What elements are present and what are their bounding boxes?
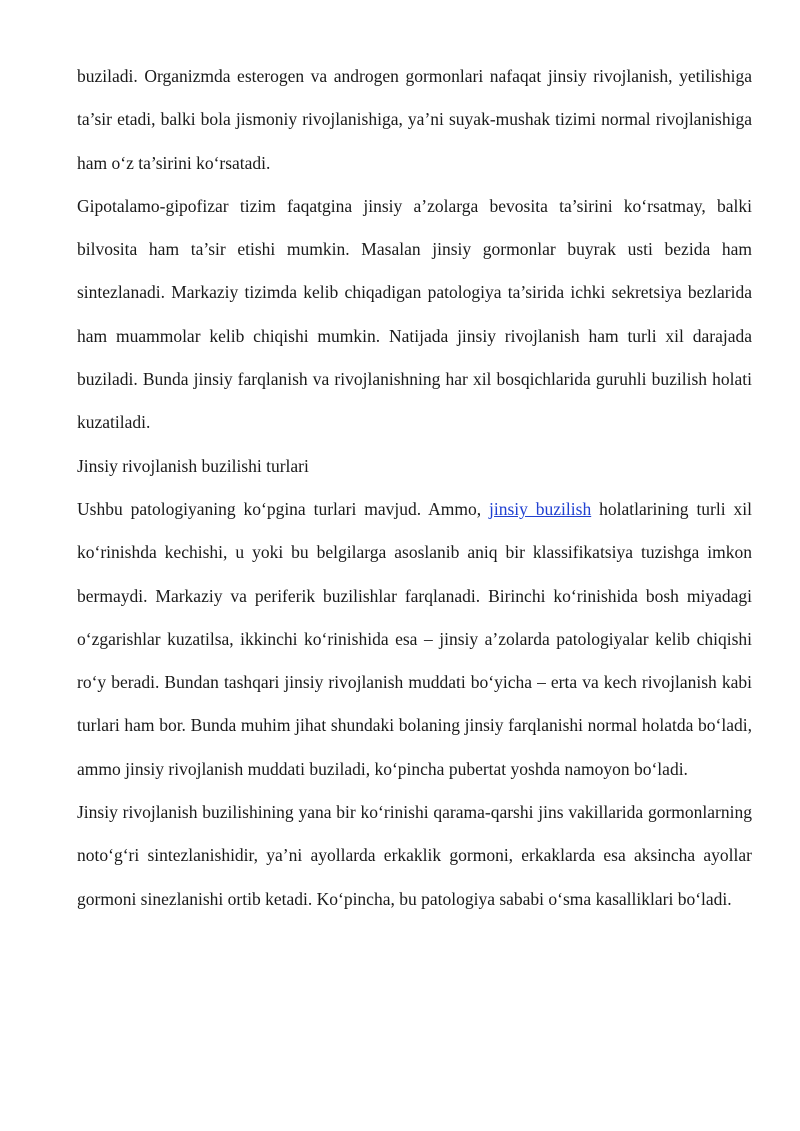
paragraph-intro: buziladi. Organizmda esterogen va androgen gormonlari nafaqat jinsiy rivojlanish, yetilishiga ta’sir etadi, balki bola jismoniy rivojlanishiga, ya’ni suyak-mushak tizimi normal rivojlanishiga ham o‘z ta’sirini ko‘rsatadi. — [77, 66, 752, 173]
paragraph-types-rest: holatlarining turli xil ko‘rinishda kechishi, u yoki bu belgilarga asoslanib aniq bir klassifikatsiya tuzishga imkon bermaydi. Markaziy va periferik buzilishlar farqlanadi. Birinchi ko‘rinishida bosh miyadagi o‘zgarishlar kuzatilsa, ikkinchi ko‘rinishida esa – jinsiy a’zolarda patologiyalar kelib chiqishi ro‘y beradi. Bundan tashqari jinsiy rivojlanish muddati bo‘yicha – erta va kech rivojlanish kabi turlari ham bor. Bunda muhim jihat shundaki bolaning jinsiy farqlanishi normal holatda bo‘ladi, ammo jinsiy rivojlanish muddati buziladi, ko‘pincha pubertat yoshda namoyon bo‘ladi. — [77, 498, 752, 779]
jinsiy-buzilish-link[interactable]: jinsiy buzilish — [488, 498, 592, 519]
section-heading: Jinsiy rivojlanish buzilishi turlari — [77, 455, 309, 476]
paragraph-types-start: Ushbu patologiyaning ko‘pgina turlari mavjud. Ammo, — [77, 498, 489, 519]
paragraph-types — [77, 488, 752, 791]
paragraph-gipotalamo: Gipotalamo-gipofizar tizim faqatgina jinsiy a’zolarga bevosita ta’sirini ko‘rsatmay, balki bilvosita ham ta’sir etishi mumkin. Masalan jinsiy gormonlar buyrak usti bezida ham sintezlanadi. Markaziy tizimda kelib chiqadigan patologiya ta’sirida ichki sekretsiya bezlarida ham muammolar kelib chiqishi mumkin. Natijada jinsiy rivojlanish ham turli xil darajada buziladi. Bunda jinsiy farqlanish va rivojlanishning har xil bosqichlarida guruhli buzilish holati kuzatiladi. — [77, 195, 752, 433]
paragraph-opposite-sex: Jinsiy rivojlanish buzilishining yana bir ko‘rinishi qarama-qarshi jins vakillarida gormonlarning noto‘g‘ri sintezlanishidir, ya’ni ayollarda erkaklik gormoni, erkaklarda esa aksincha ayollar gormoni sinezlanishi ortib ketadi. Ko‘pincha, bu patologiya sababi o‘sma kasalliklari bo‘ladi. — [77, 802, 752, 909]
